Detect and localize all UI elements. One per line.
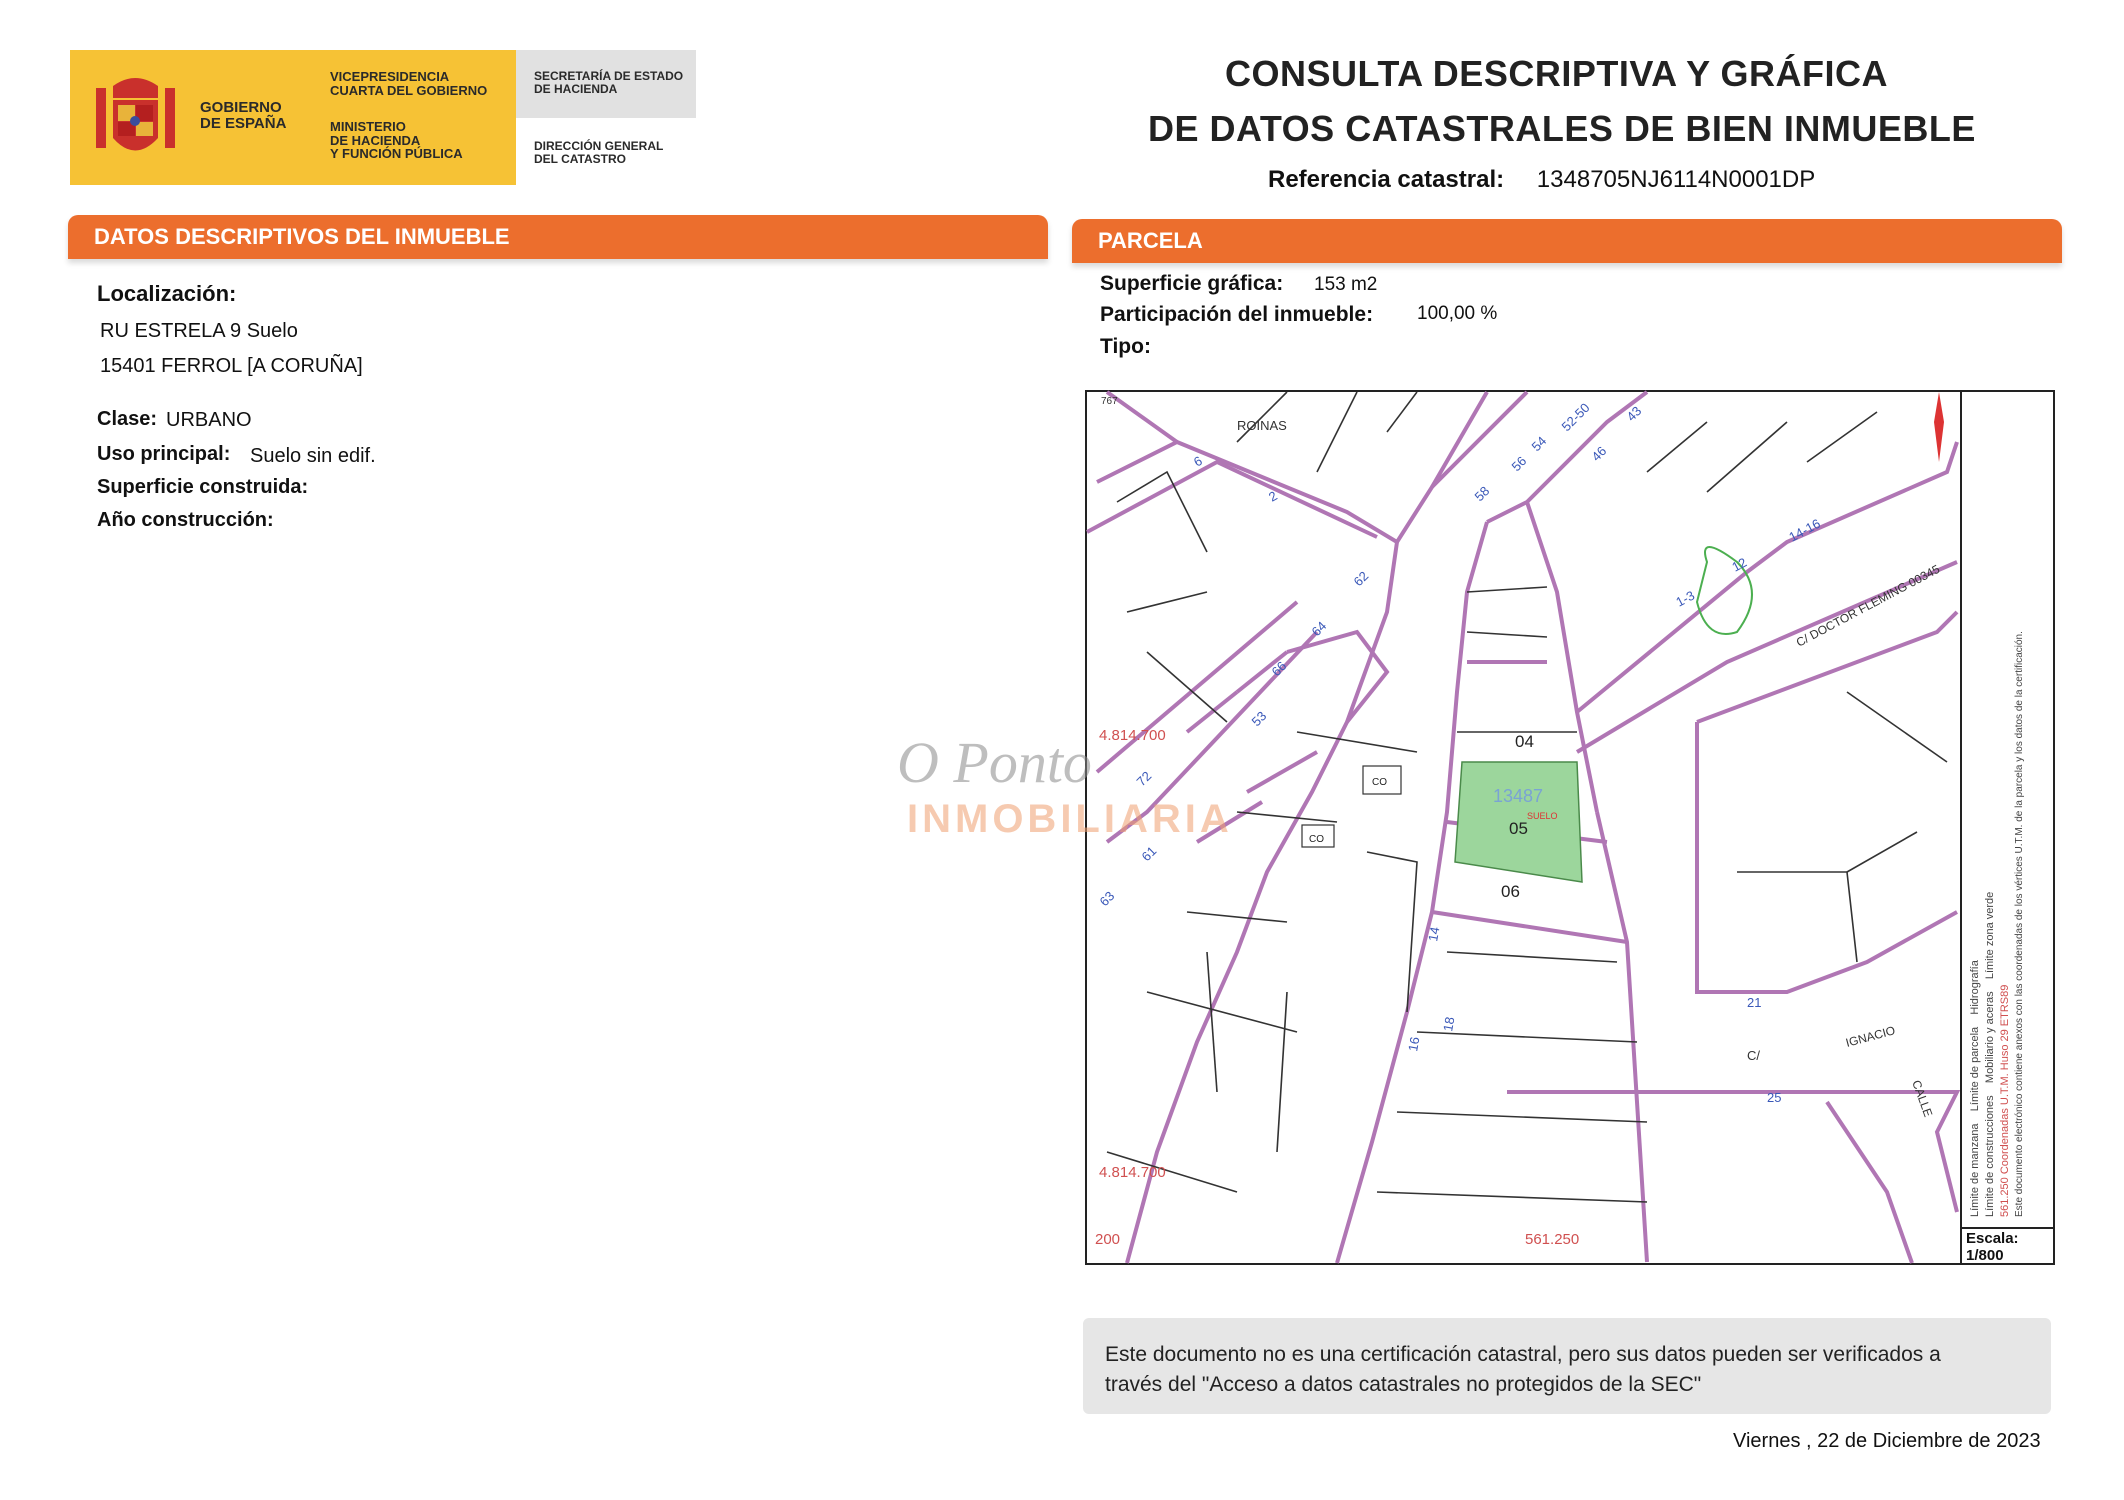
notice-line1: Este documento no es una certificación catastral, pero sus datos pueden ser verificados a xyxy=(1105,1343,1941,1366)
address-line1: RU ESTRELA 9 Suelo xyxy=(100,320,298,342)
coat-of-arms-icon xyxy=(88,68,183,168)
referencia-value: 1348705NJ6114N0001DP xyxy=(1536,166,1816,193)
tipo-label: Tipo: xyxy=(1100,335,1151,358)
cadastral-map-drawing[interactable] xyxy=(897,392,2053,1263)
disclaimer-notice xyxy=(1083,1318,2051,1414)
house-number: 64 xyxy=(1308,618,1330,640)
datos-descriptivos-header: DATOS DESCRIPTIVOS DEL INMUEBLE xyxy=(68,215,1048,259)
parcel-co-label-1: CO xyxy=(1372,777,1387,788)
house-number: 54 xyxy=(1528,433,1550,455)
parcela-header: PARCELA xyxy=(1072,219,2062,263)
ministerio-text: MINISTERIO DE HACIENDA Y FUNCIÓN PÚBLICA xyxy=(330,119,463,162)
superficie-grafica-label: Superficie gráfica: xyxy=(1100,272,1284,295)
map-legend xyxy=(1960,392,2053,1227)
watermark xyxy=(897,730,1233,841)
house-number: 66 xyxy=(1268,658,1290,680)
north-arrow-icon xyxy=(1934,392,1944,462)
street-label-c: C/ xyxy=(1747,1048,1760,1063)
house-number: 14-16 xyxy=(1786,515,1823,545)
cadastral-map[interactable] xyxy=(897,390,2055,1265)
svg-text:O Ponto: O Ponto xyxy=(897,730,1092,795)
legend-item-construcciones: Límite de construcciones xyxy=(1983,1095,1996,1217)
vicepresidencia-text: VICEPRESIDENCIA CUARTA DEL GOBIERNO xyxy=(330,69,488,98)
house-number: 63 xyxy=(1096,888,1118,910)
house-number: 21 xyxy=(1747,995,1762,1010)
address-line2: 15401 FERROL [A CORUÑA] xyxy=(100,355,363,377)
house-number: 43 xyxy=(1623,403,1645,425)
parcel-label-05: 05 xyxy=(1509,819,1528,838)
coord-label-x3: 767 xyxy=(1101,396,1118,407)
direccion-text: DIRECCIÓN GENERAL DEL CATASTRO xyxy=(534,139,664,166)
uso-principal-value: Suelo sin edif. xyxy=(250,445,376,467)
superficie-grafica-value: 153 m2 xyxy=(1314,274,1378,295)
house-number: 14 xyxy=(1425,925,1443,943)
clase-value: URBANO xyxy=(166,409,252,431)
document-title-line2: DE DATOS CATASTRALES DE BIEN INMUEBLE xyxy=(1148,108,1976,149)
house-number: 53 xyxy=(1248,708,1270,730)
legend-item-hidrografia: Hidrografía xyxy=(1969,960,1981,1015)
parcel-label-04: 04 xyxy=(1515,732,1534,751)
street-label-calle: CALLE xyxy=(1909,1078,1936,1119)
legend-item-mobiliario: Mobiliario y aceras xyxy=(1983,991,1996,1084)
legend-item-zona-verde: Límite zona verde xyxy=(1983,891,1996,980)
anio-construccion-label: Año construcción: xyxy=(97,509,274,531)
coord-label-x2: 561.250 xyxy=(1525,1231,1580,1248)
document-date: Viernes , 22 de Diciembre de 2023 xyxy=(1733,1430,2041,1452)
house-number: 52-50 xyxy=(1558,400,1593,435)
document-title-line1: CONSULTA DESCRIPTIVA Y GRÁFICA xyxy=(1225,53,1889,94)
parcel-id-label: 13487 xyxy=(1493,786,1544,806)
scale-value: 1/800 xyxy=(1966,1246,2004,1264)
clase-label: Clase: xyxy=(97,408,158,430)
gobierno-text: GOBIERNO DE ESPAÑA xyxy=(200,99,287,132)
uso-principal-label: Uso principal: xyxy=(97,443,231,465)
house-number: 2 xyxy=(1266,487,1280,505)
participacion-label: Participación del inmueble: xyxy=(1100,303,1374,326)
superficie-construida-label: Superficie construida: xyxy=(97,476,309,498)
house-number: 46 xyxy=(1588,443,1610,465)
street-label-ignacio: IGNACIO xyxy=(1844,1023,1897,1050)
parcel-suelo-label: SUELO xyxy=(1527,811,1558,821)
coord-label-y2: 4.814.700 xyxy=(1099,1164,1166,1181)
legend-item-manzana: Límite de manzana xyxy=(1969,1123,1981,1217)
house-number: 16 xyxy=(1405,1035,1423,1053)
legend-coords-note: 561.250 Coordenadas U.T.M. Huso 29 ETRS89 xyxy=(1998,984,2011,1217)
house-number: 25 xyxy=(1767,1090,1782,1105)
street-label-doctor-fleming: C/ DOCTOR FLEMING 00345 xyxy=(1793,561,1943,650)
localizacion-label: Localización: xyxy=(97,281,237,306)
house-number: 12 xyxy=(1729,554,1750,575)
street-label-roinas: ROINAS xyxy=(1237,418,1287,433)
house-number: 56 xyxy=(1508,453,1530,475)
coord-label-x1: 200 xyxy=(1095,1231,1121,1248)
house-number: 58 xyxy=(1471,483,1493,505)
legend-doc-note: Este documento electrónico contiene anexos con las coordenadas de los vértices U.T.M. de la parcela y los datos de la certificación. xyxy=(2013,631,2025,1217)
parcel-co-label-2: CO xyxy=(1309,834,1324,845)
legend-item-parcela: Límite de parcela xyxy=(1969,1026,1981,1112)
secretaria-text: SECRETARÍA DE ESTADO DE HACIENDA xyxy=(534,69,684,96)
referencia-row xyxy=(1268,166,1815,194)
house-number: 18 xyxy=(1440,1015,1458,1033)
house-number: 1-3 xyxy=(1673,587,1698,610)
house-number: 72 xyxy=(1133,768,1155,790)
coord-label-y1: 4.814.700 xyxy=(1099,727,1166,744)
house-number: 6 xyxy=(1191,452,1205,470)
notice-line2: través del "Acceso a datos catastrales no protegidos de la SEC" xyxy=(1105,1373,1702,1397)
parcel-label-06: 06 xyxy=(1501,882,1520,901)
participacion-value: 100,00 % xyxy=(1417,303,1498,324)
svg-text:INMOBILIARIA: INMOBILIARIA xyxy=(907,797,1233,841)
scale-label: Escala: xyxy=(1966,1230,2019,1247)
house-number: 62 xyxy=(1350,568,1372,590)
referencia-label: Referencia catastral: xyxy=(1268,166,1505,193)
map-scale xyxy=(1960,1227,2053,1263)
house-number: 61 xyxy=(1138,843,1160,865)
